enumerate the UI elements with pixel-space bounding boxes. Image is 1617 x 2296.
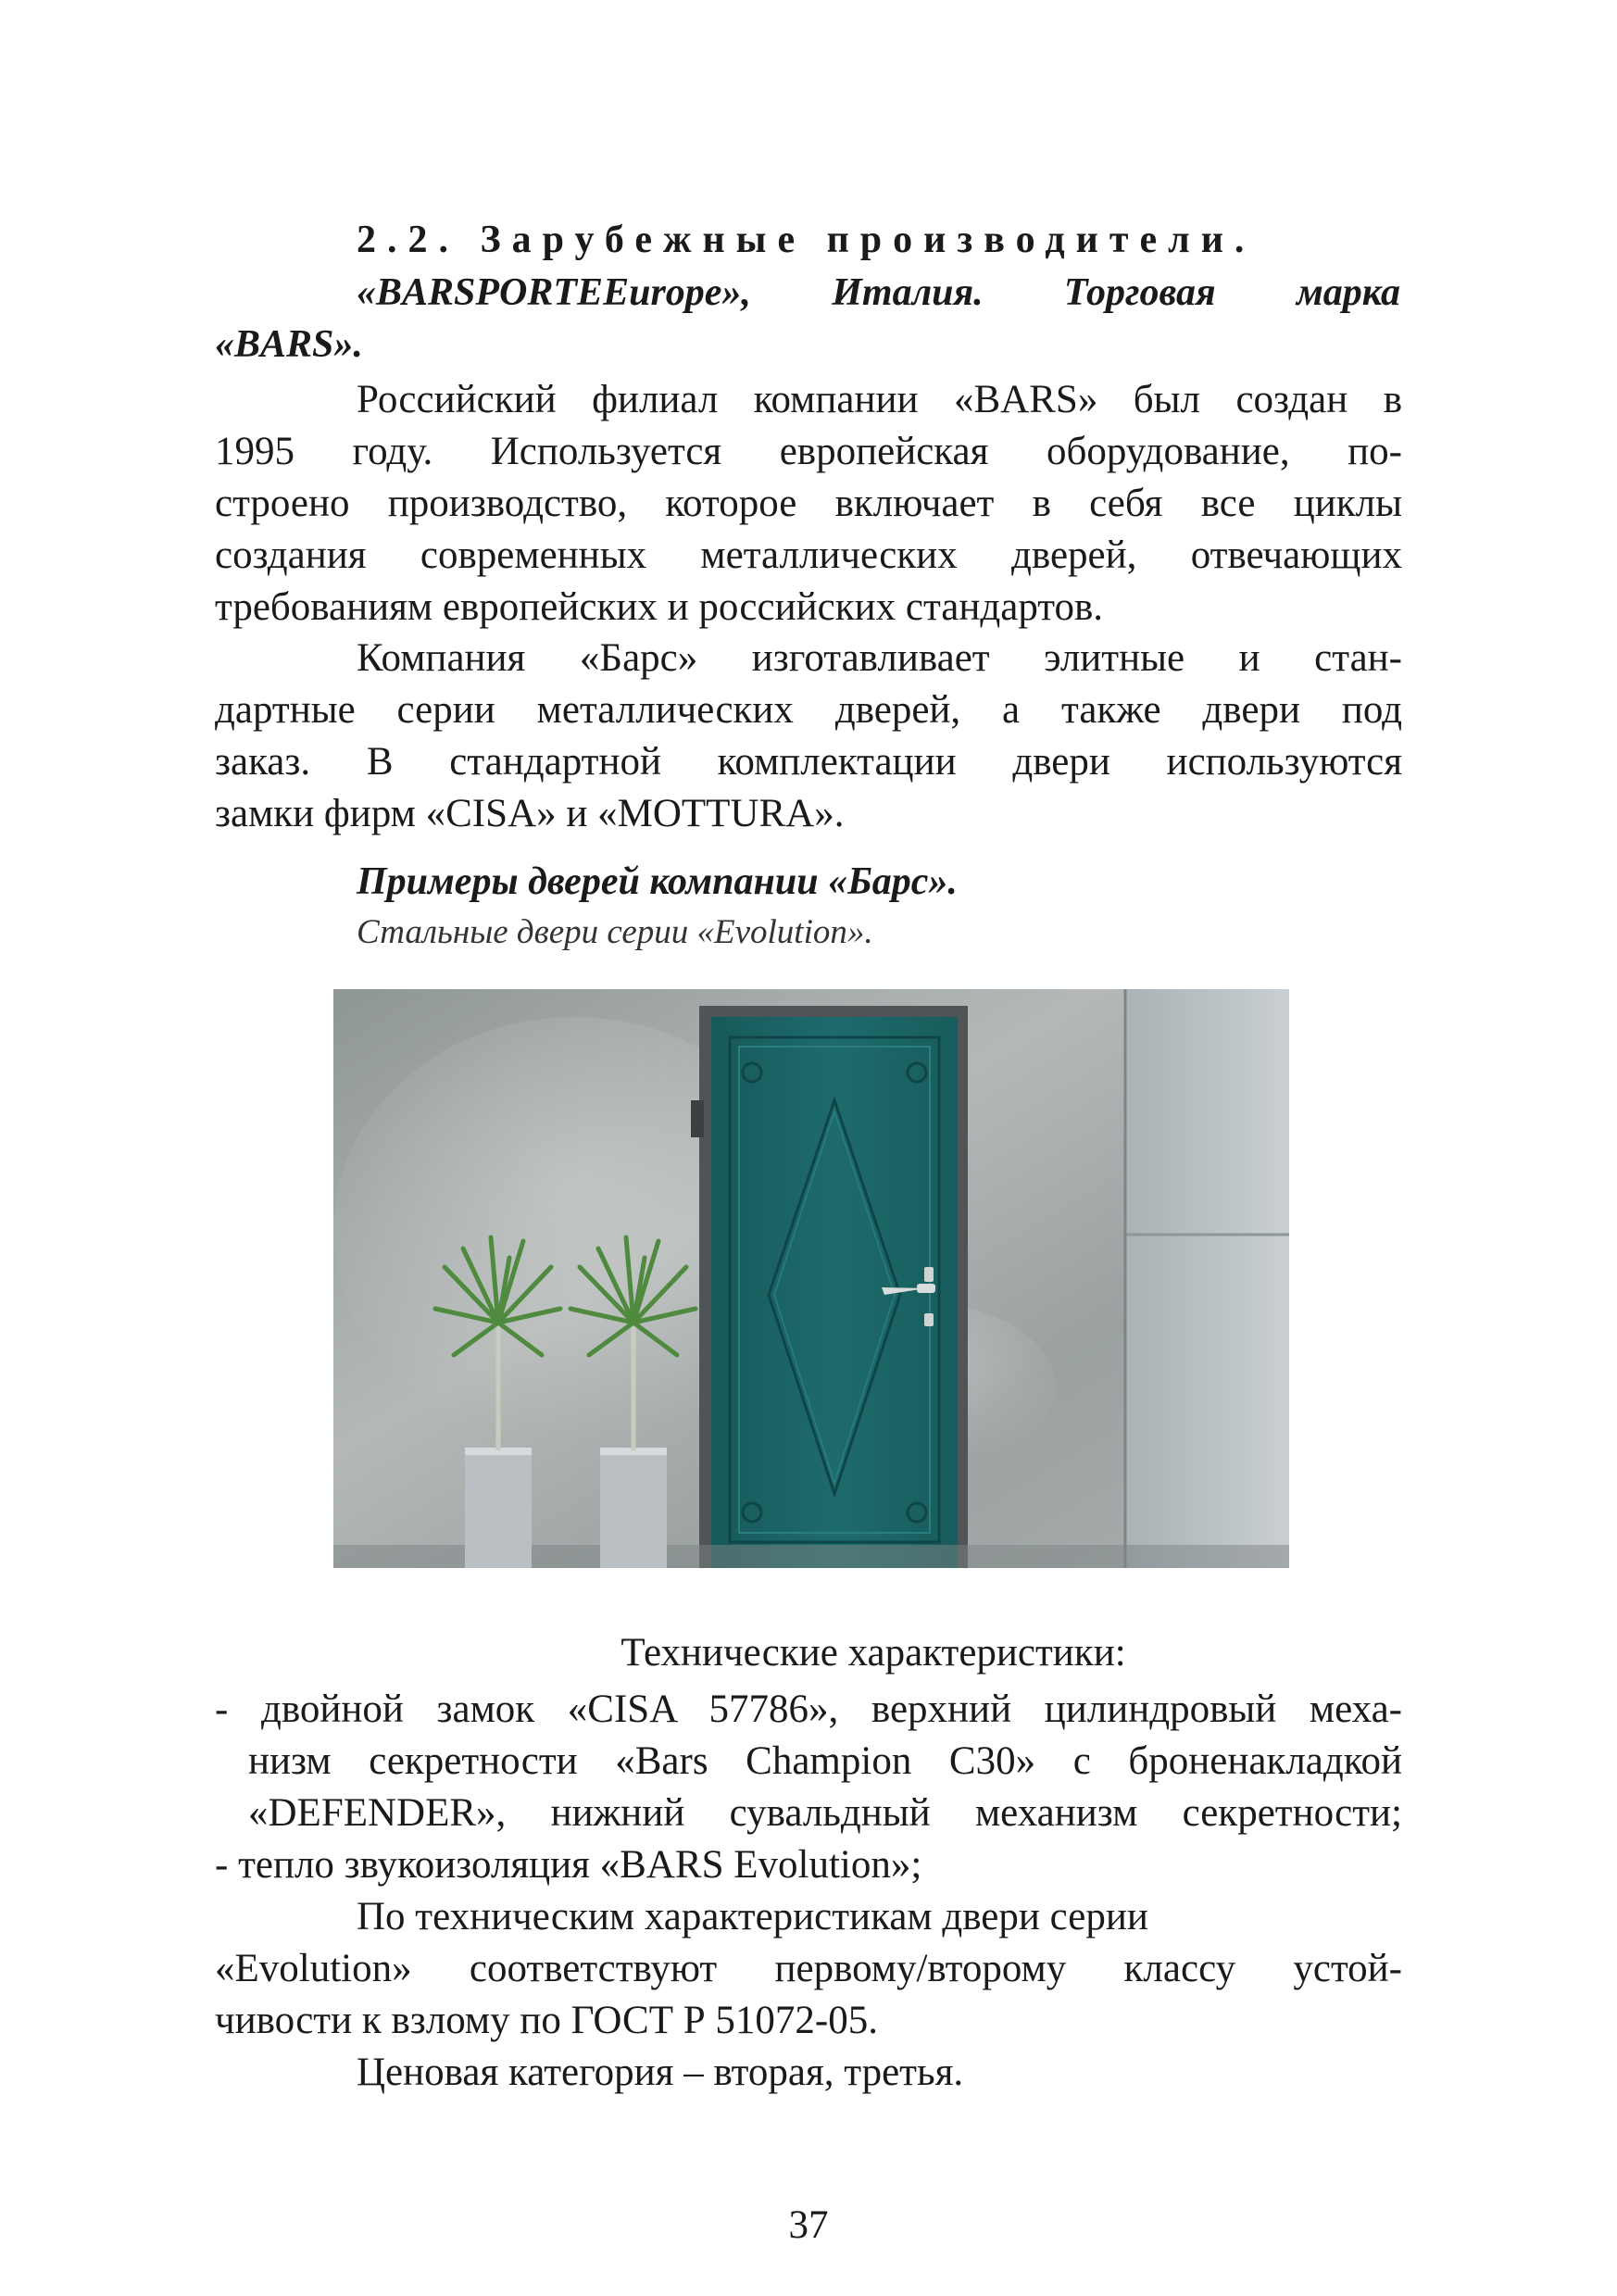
- spec-line: низм секретности «Bars Champion C30» с броненакладкой: [248, 1739, 1402, 1783]
- text-line: «Evolution» соответствуют первому/второму классу устой-: [215, 1947, 1402, 1990]
- subtitle-line-1: «BARSPORTEEurope», Италия. Торговая марка: [357, 271, 1400, 314]
- paragraph-company-history: [215, 374, 1402, 634]
- plant-pot-left: [465, 1448, 532, 1568]
- specs-list: [215, 1684, 1402, 1891]
- examples-subtitle: Стальные двери серии «Evolution».: [357, 913, 873, 951]
- text-line: чивости к взлому по ГОСТ Р 51072-05.: [215, 1999, 878, 2042]
- paragraph-burglary-class: [215, 1891, 1402, 2047]
- paragraph-price-category: [215, 2047, 1402, 2099]
- section-heading: 2.2. Зарубежные производители.: [357, 219, 1256, 261]
- text-line: Российский филиал компании «BARS» был создан в: [357, 378, 1402, 421]
- text-line: Компания «Барс» изготавливает элитные и стан-: [357, 636, 1402, 680]
- text-line: По техническим характеристикам двери серии: [357, 1895, 1148, 1938]
- text-line: 1995 году. Используется европейская оборудование, по-: [215, 430, 1402, 473]
- specs-title: Технические характеристики:: [620, 1631, 1126, 1675]
- spec-line: - тепло звукоизоляция «BARS Evolution»;: [215, 1843, 922, 1887]
- right-wall-panel: [1125, 989, 1289, 1568]
- spec-line: - двойной замок «CISA 57786», верхний цилиндровый меха-: [215, 1687, 1402, 1731]
- spec-line: «DEFENDER», нижний сувальдный механизм секретности;: [248, 1791, 1402, 1835]
- text-line: создания современных металлических дверей, отвечающих: [215, 533, 1402, 577]
- door-photo: [333, 989, 1289, 1568]
- paragraph-product-series: [215, 633, 1402, 840]
- text-line: дартные серии металлических дверей, а также двери под: [215, 688, 1402, 732]
- text-line: строено производство, которое включает в себя все циклы: [215, 482, 1402, 525]
- text-line: требованиям европейских и российских стандартов.: [215, 585, 1104, 629]
- section-subtitle: [215, 267, 1400, 370]
- text-line: замки фирм «CISA» и «MOTTURA».: [215, 792, 845, 835]
- plant-pot-right: [600, 1448, 667, 1568]
- text-line: заказ. В стандартной комплектации двери используются: [215, 740, 1402, 784]
- examples-title: Примеры дверей компании «Барс».: [357, 860, 958, 903]
- page-number: 37: [788, 2203, 829, 2247]
- subtitle-line-2: «BARS».: [215, 323, 363, 366]
- text-line: Ценовая категория – вторая, третья.: [357, 2051, 964, 2094]
